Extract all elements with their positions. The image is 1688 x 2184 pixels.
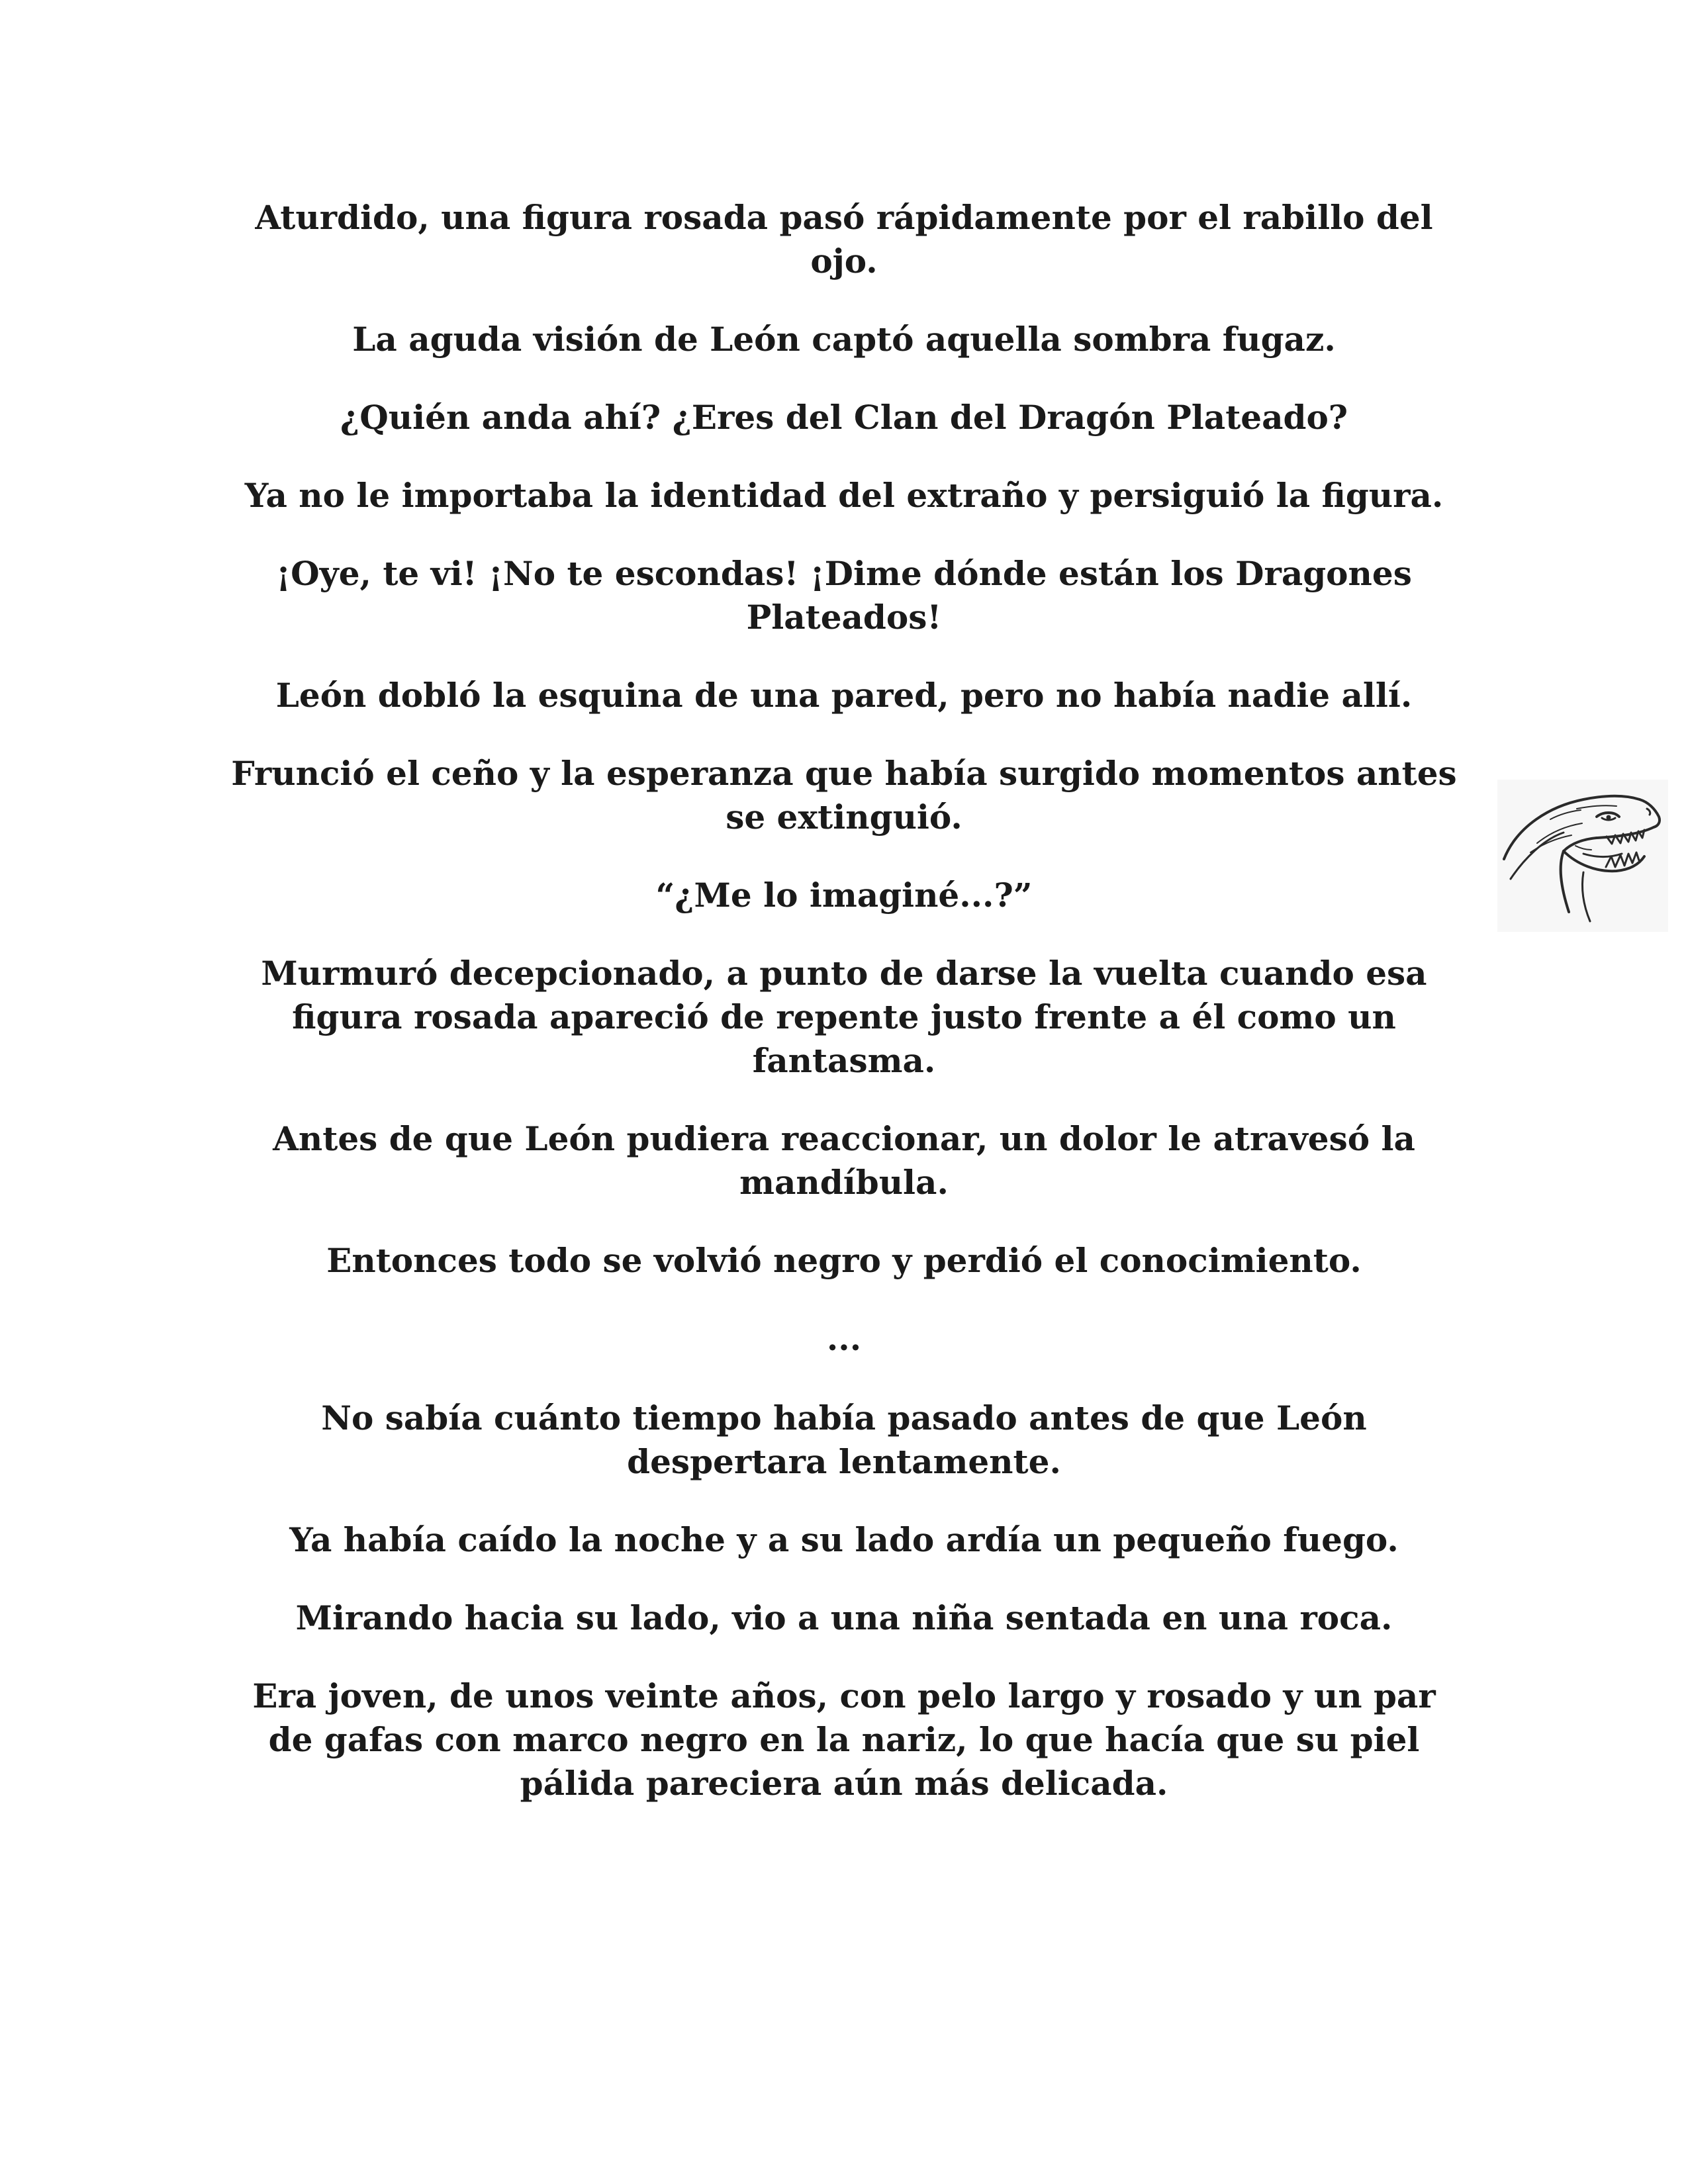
paragraph: Ya no le importaba la identidad del extraño y persiguió la figura. (244, 476, 1444, 515)
paragraph: Era joven, de unos veinte años, con pelo largo y rosado y un par de gafas con marco negro en la nariz, lo que hacía que su piel pálida pareciera aún más delicada. (252, 1676, 1436, 1803)
paragraph: Aturdido, una figura rosada pasó rápidamente por el rabillo del ojo. (255, 198, 1433, 281)
paragraph: Mirando hacia su lado, vio a una niña sentada en una roca. (295, 1598, 1393, 1637)
paragraph: ¡Oye, te vi! ¡No te escondas! ¡Dime dónde están los Dragones Plateados! (276, 554, 1412, 637)
paragraph: Frunció el ceño y la esperanza que había surgido momentos antes se extinguió. (231, 754, 1457, 837)
paragraph: “¿Me lo imaginé...?” (655, 876, 1033, 915)
paragraph: Ya había caído la noche y a su lado ardía un pequeño fuego. (289, 1520, 1399, 1559)
scene-break: ... (826, 1319, 862, 1358)
paragraph: León dobló la esquina de una pared, pero no había nadie allí. (275, 676, 1413, 715)
paragraph: ¿Quién anda ahí? ¿Eres del Clan del Dragón Plateado? (340, 398, 1348, 437)
paragraph: Antes de que León pudiera reaccionar, un dolor le atravesó la mandíbula. (273, 1119, 1415, 1202)
paragraph: Murmuró decepcionado, a punto de darse la vuelta cuando esa figura rosada apareció de repente justo frente a él como un fantasma. (261, 954, 1427, 1080)
paragraph: La aguda visión de León captó aquella sombra fugaz. (352, 320, 1336, 359)
paragraph: No sabía cuánto tiempo había pasado antes de que León despertara lentamente. (321, 1398, 1367, 1481)
dinosaur-head-sketch-icon (1497, 780, 1668, 932)
paragraph: Entonces todo se volvió negro y perdió el conocimiento. (326, 1241, 1362, 1280)
story-text (225, 196, 1463, 1840)
